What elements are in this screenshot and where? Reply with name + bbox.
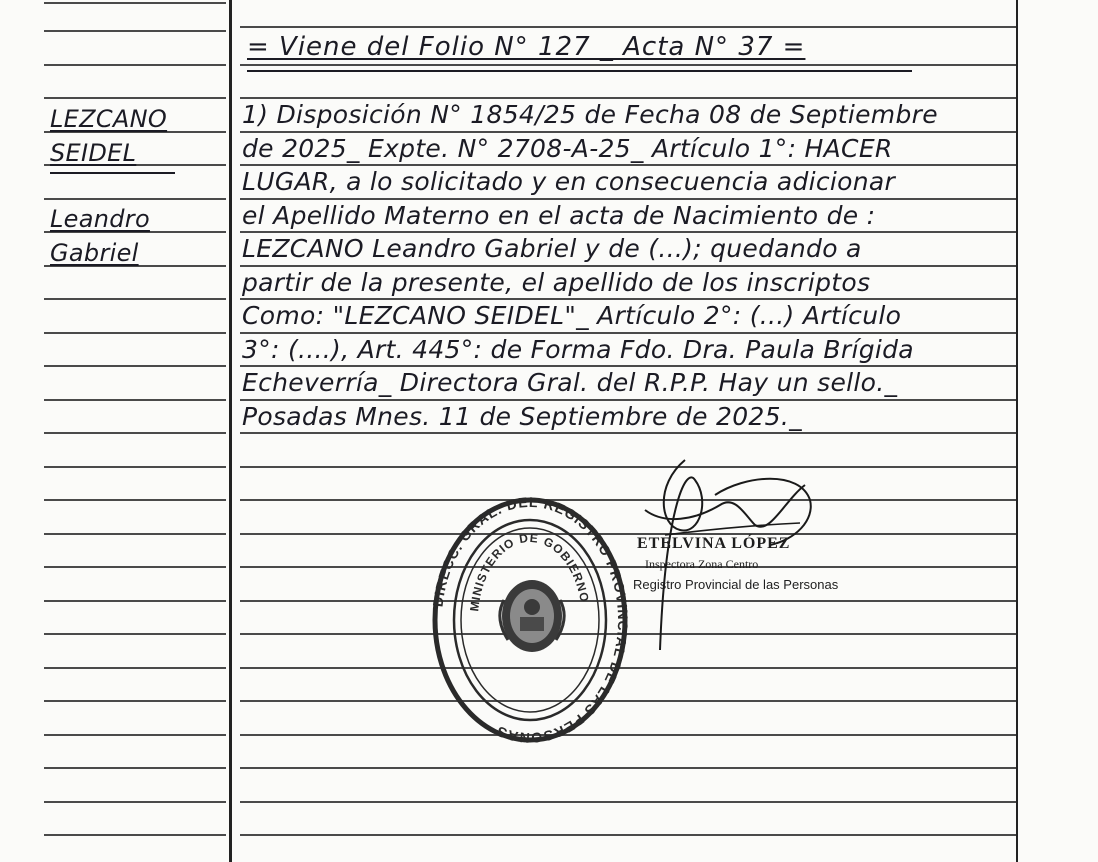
- margin-given-2: Gabriel: [50, 239, 139, 267]
- body-line: Echeverría_ Directora Gral. del R.P.P. Hay un sello._: [242, 368, 898, 397]
- seal-outer-text: DIRECC. GRAL. DEL REGISTRO PROVINCIAL DE LAS PERSONAS: [430, 495, 630, 745]
- signatory-office: Registro Provincial de las Personas: [633, 577, 839, 592]
- margin-surname-2: SEIDEL: [50, 139, 137, 167]
- body-line: Como: "LEZCANO SEIDEL"_ Artículo 2°: (...) Artículo: [242, 301, 902, 330]
- margin-surname-1: LEZCANO: [50, 105, 168, 133]
- signatory-title: Inspectora Zona Centro: [645, 557, 759, 571]
- signatory-name: ETELVINA LÓPEZ: [637, 535, 791, 552]
- body-line: el Apellido Materno en el acta de Nacimiento de :: [242, 201, 876, 230]
- body-line: Posadas Mnes. 11 de Septiembre de 2025._: [242, 402, 802, 431]
- header-double-underline: [247, 70, 912, 72]
- body-line: 1) Disposición N° 1854/25 de Fecha 08 de Septiembre: [242, 100, 938, 129]
- handwritten-signature: [625, 455, 825, 655]
- seal-inner-text: MINISTERIO DE GOBIERNO: [467, 530, 592, 613]
- body-line: LEZCANO Leandro Gabriel y de (...); quedando a: [242, 234, 862, 263]
- official-seal: [430, 495, 630, 749]
- body-line: 3°: (....), Art. 445°: de Forma Fdo. Dra. Paula Brígida: [242, 335, 914, 364]
- margin-given-1: Leandro: [50, 205, 150, 233]
- right-edge-line: [1016, 0, 1018, 862]
- coat-of-arms-icon: [500, 580, 564, 652]
- margin-divider: [229, 0, 232, 862]
- body-line: partir de la presente, el apellido de los inscriptos: [242, 268, 871, 297]
- surname-double-underline: [50, 172, 175, 174]
- body-line: LUGAR, a lo solicitado y en consecuencia adicionar: [242, 167, 896, 196]
- body-line: de 2025_ Expte. N° 2708-A-25_ Artículo 1°: HACER: [242, 134, 893, 163]
- folio-header: = Viene del Folio N° 127 _ Acta N° 37 =: [247, 32, 806, 62]
